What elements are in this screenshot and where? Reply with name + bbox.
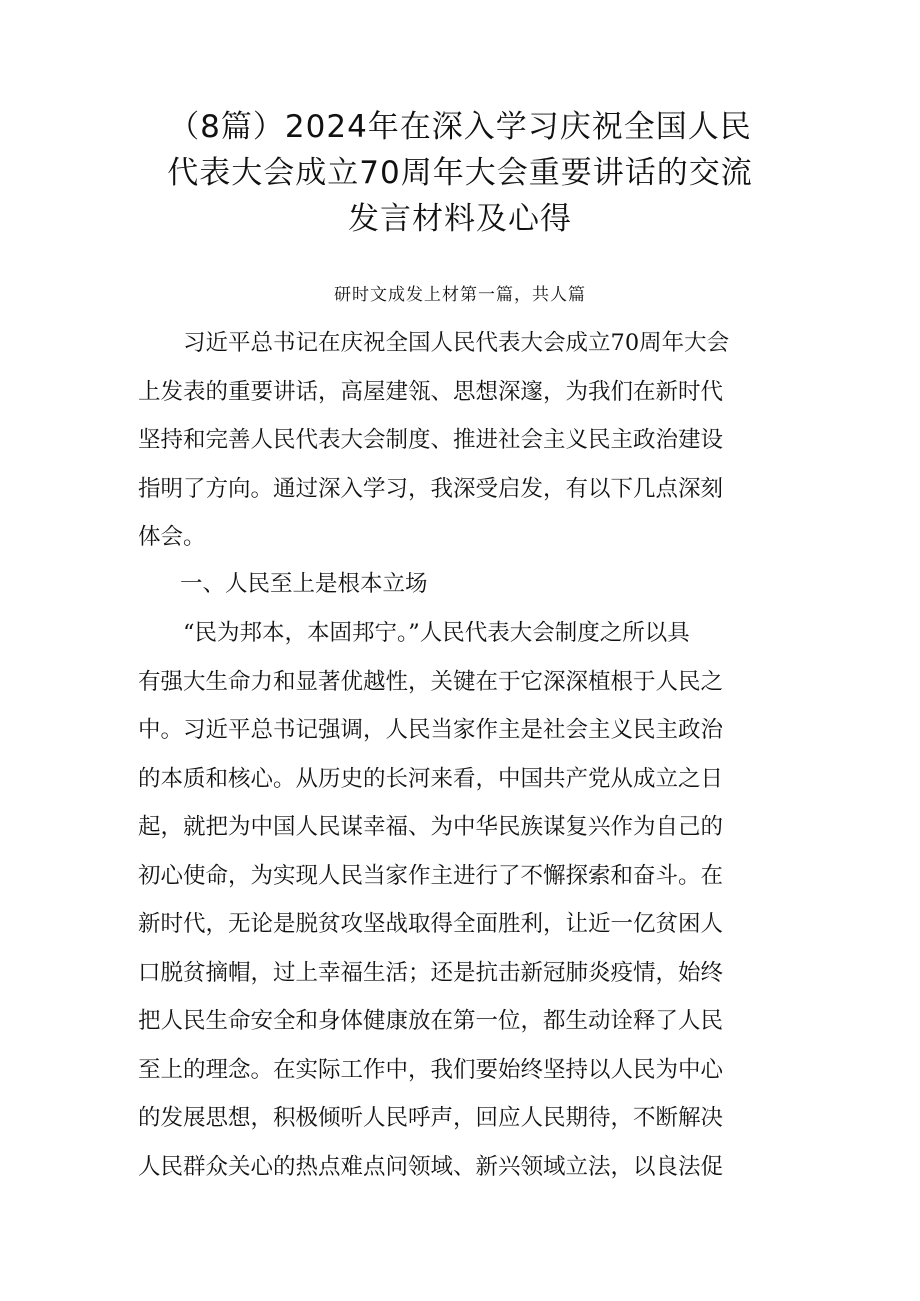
paragraph-line: 指明了方向。通过深入学习，我深受启发，有以下几点深刻 [138,475,724,502]
paragraph-intro [138,319,788,562]
document-subtitle: 研时文成发上材第一篇，共人篇 [334,285,586,305]
paragraph-section-1 [138,609,788,1191]
paragraph-line: 口脱贫摘帽，过上幸福生活；还是抗击新冠肺炎疫情，始终 [138,959,724,986]
paragraph-line: 起，就把为中国人民谋幸福、为中华民族谋复兴作为自己的 [138,814,724,840]
paragraph-line: 把人民生命安全和身体健康放在第一位，都生动诠释了人民 [138,1008,724,1034]
paragraph-line: 中。习近平总书记强调，人民当家作主是社会主义民主政治 [138,717,724,743]
paragraph-line: 上发表的重要讲话，高屋建瓴、思想深邃，为我们在新时代 [138,378,724,405]
paragraph-line: “民为邦本，本固邦宁。”人民代表大会制度之所以具 [138,620,690,646]
title-line: 发言材料及心得 [348,201,572,237]
paragraph-line: 有强大生命力和显著优越性，关键在于它深深植根于人民之 [138,668,724,695]
paragraph-line: 坚持和完善人民代表大会制度、推进社会主义民主政治建设 [138,427,724,453]
paragraph-line: 的发展思想，积极倾听人民呼声，回应人民期待，不断解决 [138,1105,724,1131]
paragraph-line: 初心使命，为实现人民当家作主进行了不懈探索和奋斗。在 [138,862,724,889]
document-title [120,104,800,242]
paragraph-line: 至上的理念。在实际工作中，我们要始终坚持以人民为中心 [138,1056,724,1083]
title-line: （8篇）2024年在深入学习庆祝全国人民 [168,109,752,145]
paragraph-line: 体会。 [138,524,206,550]
title-line: 代表大会成立70周年大会重要讲话的交流 [167,155,753,191]
section-heading: 一、人民至上是根本立场 [180,571,428,597]
paragraph-line: 习近平总书记在庆祝全国人民代表大会成立70周年大会 [138,330,730,356]
paragraph-line: 新时代，无论是脱贫攻坚战取得全面胜利，让近一亿贫困人 [138,911,724,937]
paragraph-line: 的本质和核心。从历史的长河来看，中国共产党从成立之日 [138,765,724,792]
paragraph-line: 人民群众关心的热点难点问领域、新兴领域立法，以良法促 [138,1153,724,1180]
